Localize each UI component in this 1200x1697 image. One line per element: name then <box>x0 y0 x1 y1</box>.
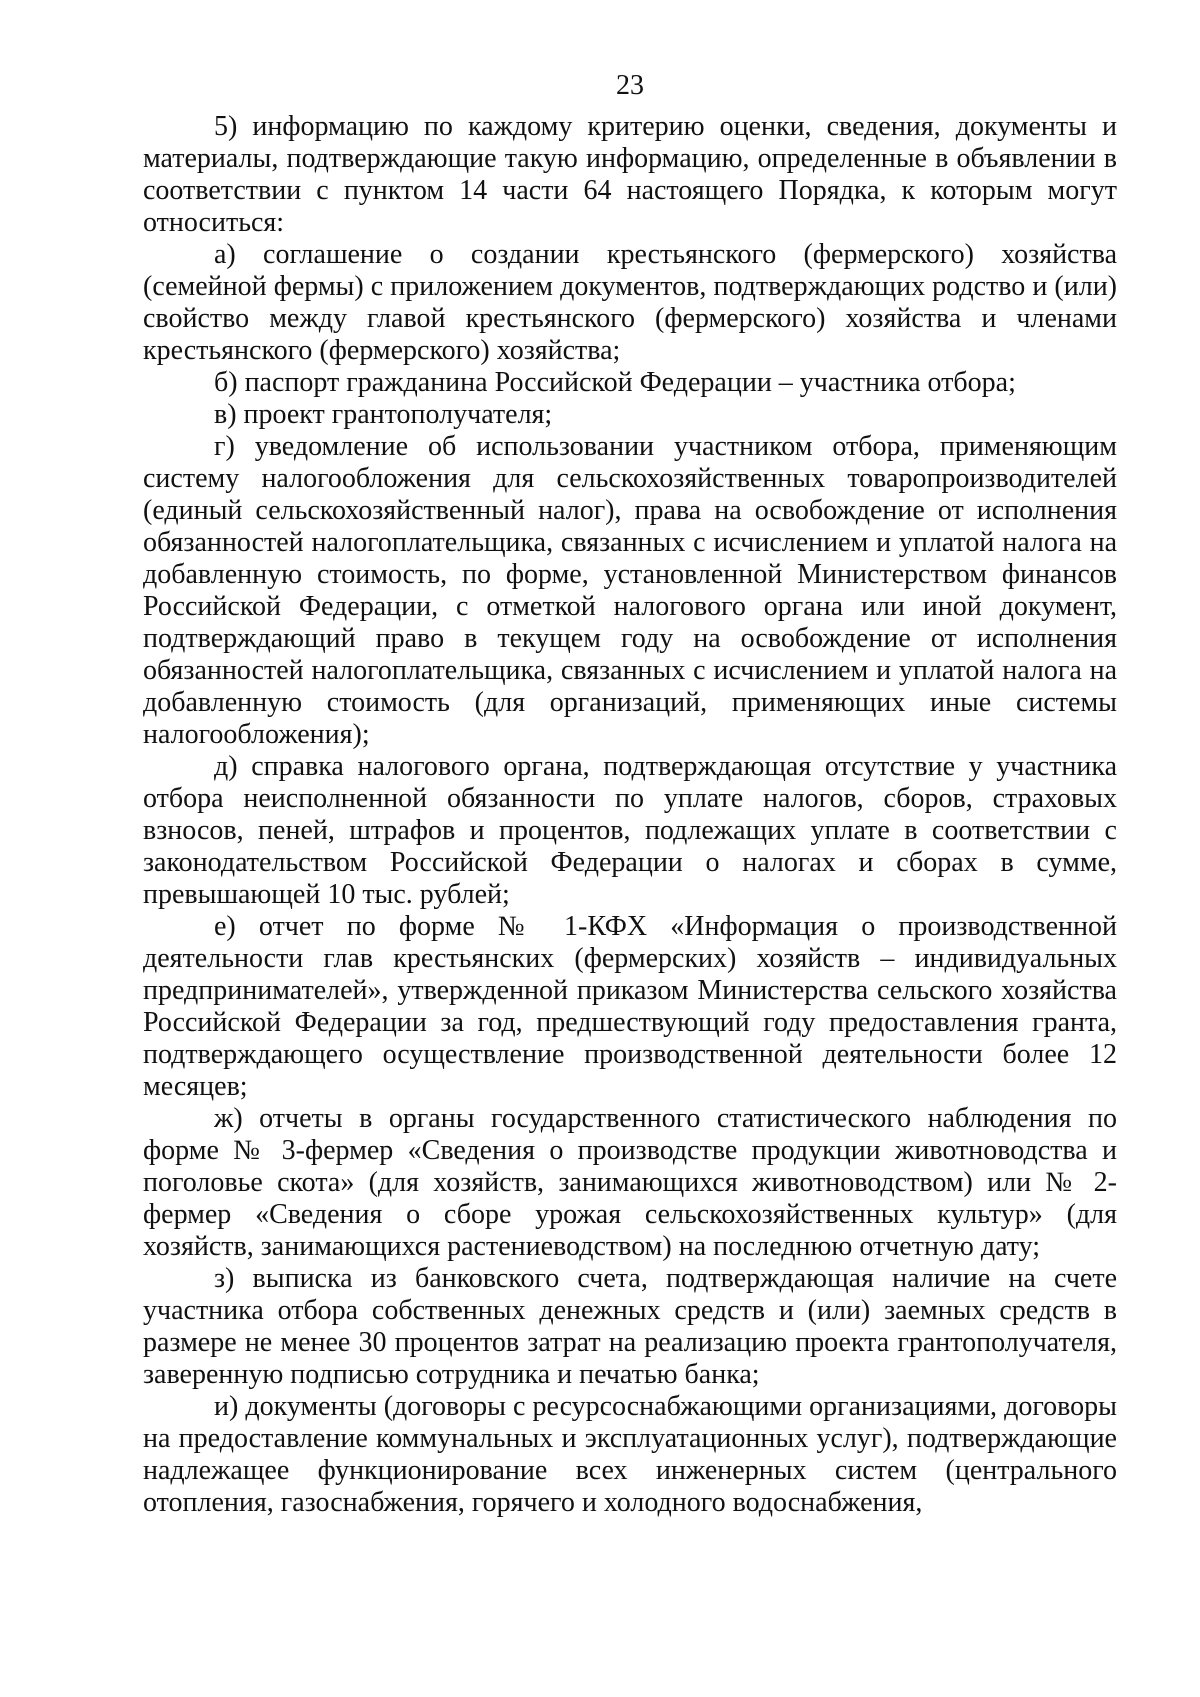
paragraph-subitem-a: а) соглашение о создании крестьянского (фермерского) хозяйства (семейной фермы) с приложением документов, подтверждающих родство и (или) свойство между главой крестьянского (фермерского) хозяйства и членами крестьянского (фермерского) хозяйства; <box>143 239 1117 366</box>
paragraph-subitem-d: д) справка налогового органа, подтверждающая отсутствие у участника отбора неисполненной обязанности по уплате налогов, сборов, страховых взносов, пеней, штрафов и процентов, подлежащих уплате в соответствии с законодательством Российской Федерации о налогах и сборах в сумме, превышающей 10 тыс. рублей; <box>143 751 1117 910</box>
paragraph-subitem-v: в) проект грантополучателя; <box>214 399 553 430</box>
paragraph-subitem-e: е) отчет по форме № 1-КФХ «Информация о производственной деятельности глав крестьянских (фермерских) хозяйств – индивидуальных предпринимателей», утвержденной приказом Министерства сельского хозяйства Российской Федерации за год, предшествующий году предоставления гранта, подтверждающего осуществление производственной деятельности более 12 месяцев; <box>143 911 1117 1102</box>
paragraph-subitem-zh: ж) отчеты в органы государственного статистического наблюдения по форме № 3-фермер «Сведения о производстве продукции животноводства и поголовье скота» (для хозяйств, занимающихся животноводством) или № 2-фермер «Сведения о сборе урожая сельскохозяйственных культур» (для хозяйств, занимающихся растениеводством) на последнюю отчетную дату; <box>143 1103 1117 1262</box>
paragraph-subitem-i: и) документы (договоры с ресурсоснабжающими организациями, договоры на предоставление коммунальных и эксплуатационных услуг), подтверждающие надлежащее функционирование всех инженерных систем (центрального отопления, газоснабжения, горячего и холодного водоснабжения, <box>143 1391 1117 1518</box>
paragraph-subitem-z: з) выписка из банковского счета, подтверждающая наличие на счете участника отбора собственных денежных средств и (или) заемных средств в размере не менее 30 процентов затрат на реализацию проекта грантополучателя, заверенную подписью сотрудника и печатью банка; <box>143 1263 1117 1390</box>
paragraph-subitem-g: г) уведомление об использовании участником отбора, применяющим систему налогообложения для сельскохозяйственных товаропроизводителей (единый сельскохозяйственный налог), права на освобождение от исполнения обязанностей налогоплательщика, связанных с исчислением и уплатой налога на добавленную стоимость, по форме, установленной Министерством финансов Российской Федерации, с отметкой налогового органа или иной документ, подтверждающий право в текущем году на освобождение от исполнения обязанностей налогоплательщика, связанных с исчислением и уплатой налога на добавленную стоимость (для организаций, применяющих иные системы налогообложения); <box>143 431 1117 750</box>
document-body <box>143 111 1117 1519</box>
page-number: 23 <box>616 70 644 101</box>
paragraph-subitem-b: б) паспорт гражданина Российской Федерации – участника отбора; <box>214 367 1016 398</box>
paragraph-item-5: 5) информацию по каждому критерию оценки, сведения, документы и материалы, подтверждающие такую информацию, определенные в объявлении в соответствии с пунктом 14 части 64 настоящего Порядка, к которым могут относиться: <box>143 111 1117 238</box>
